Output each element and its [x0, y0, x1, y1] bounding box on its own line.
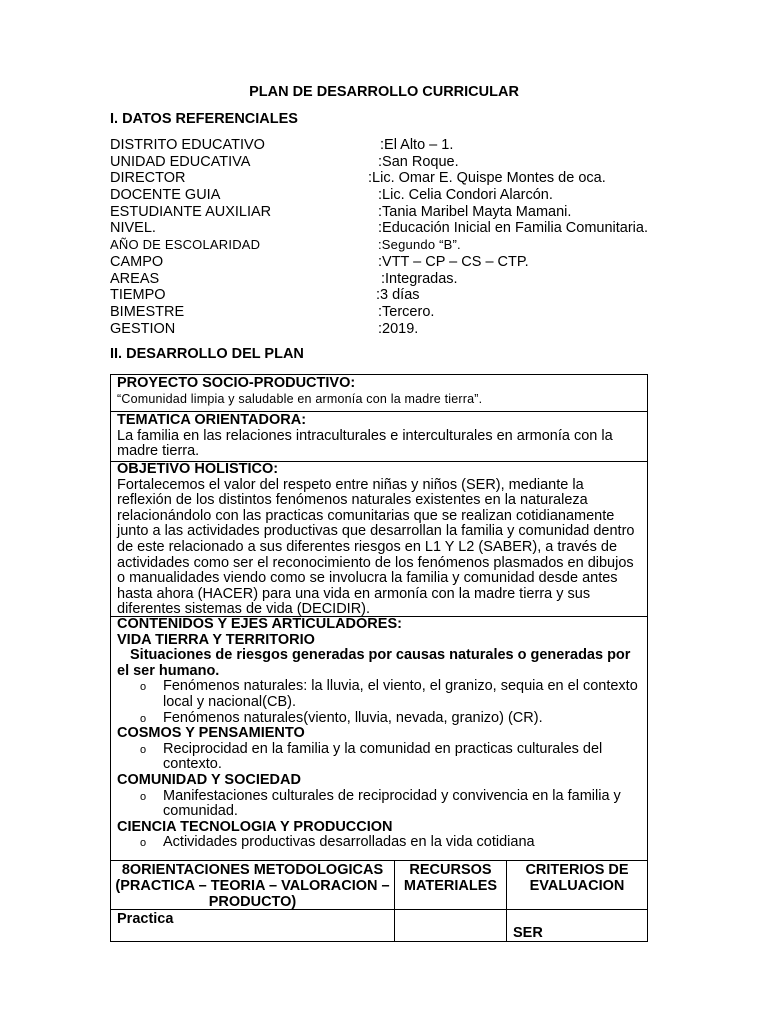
comunidad-list — [117, 789, 641, 820]
vida-list — [117, 679, 641, 726]
cell-ser: SER — [513, 925, 543, 941]
objetivo-cell — [111, 462, 647, 617]
datos-label: BIMESTRE — [110, 303, 185, 320]
datos-label: UNIDAD EDUCATIVA — [110, 153, 251, 170]
tematica-cell — [111, 412, 647, 462]
datos-value: :Lic. Celia Condori Alarcón. — [378, 187, 553, 204]
datos-referenciales-list — [110, 137, 670, 337]
datos-row — [110, 271, 670, 288]
proyecto-text: “Comunidad limpia y saludable en armonía con la madre tierra”. — [117, 391, 483, 406]
datos-label: DIRECTOR — [110, 170, 186, 187]
proyecto-heading: PROYECTO SOCIO-PRODUCTIVO: — [117, 375, 356, 391]
tematica-heading: TEMATICA ORIENTADORA: — [117, 412, 307, 428]
datos-label: CAMPO — [110, 253, 164, 270]
comunidad-heading: COMUNIDAD Y SOCIEDAD — [117, 771, 301, 788]
datos-label: AÑO DE ESCOLARIDAD — [110, 237, 261, 253]
list-item: o Actividades productivas desarrolladas en la vida cotidiana — [163, 835, 641, 851]
col-recursos: RECURSOS MATERIALES — [395, 861, 507, 910]
datos-label: ESTUDIANTE AUXILIAR — [110, 203, 272, 220]
vida-heading: VIDA TIERRA Y TERRITORIO — [117, 631, 315, 648]
section-desarrollo-plan: II. DESARROLLO DEL PLAN — [110, 346, 304, 362]
objetivo-text: Fortalecemos el valor del respeto entre niñas y niños (SER), mediante la reflexión de los distintos fenómenos naturales existentes en la naturaleza relacionándolo con las practicas comunitarias que se realizan cotidianamente junto a las actividades productivas que desarrollan la familia y comunidad dentro de este relacionado a sus diferentes riesgos en L1 Y L2 (SABER), a través de actividades como ser el reconocimiento de los fenómenos plasmados en dibujos o manualidades viendo como se involucra la familia y comunidad desde antes hasta ahora (HACER) para una vida en armonía con la madre tierra y sus diferentes sistemas de vida (DECIDIR). — [117, 476, 635, 618]
datos-row — [110, 304, 670, 321]
datos-row — [110, 170, 670, 187]
datos-value: :Educación Inicial en Familia Comunitaria. — [378, 220, 648, 237]
list-item: o Fenómenos naturales(viento, lluvia, nevada, granizo) (CR). — [163, 711, 641, 727]
datos-row — [110, 321, 670, 338]
datos-row — [110, 287, 670, 304]
list-item: o Fenómenos naturales: la lluvia, el viento, el granizo, sequia en el contexto local y nacional(CB). — [163, 679, 641, 710]
datos-row — [110, 220, 670, 237]
table-header-row — [111, 861, 647, 910]
vida-subheading: Situaciones de riesgos generadas por causas naturales o generadas por el ser humano. — [117, 647, 631, 679]
datos-row — [110, 187, 670, 204]
datos-value: :Integradas. — [381, 270, 458, 287]
datos-label: DOCENTE GUIA — [110, 187, 221, 204]
datos-row — [110, 137, 670, 154]
table-header-grid — [111, 861, 647, 909]
section-datos-referenciales: I. DATOS REFERENCIALES — [110, 111, 298, 127]
datos-value: :2019. — [378, 320, 419, 337]
datos-label: AREAS — [110, 270, 160, 287]
document-title: PLAN DE DESARROLLO CURRICULAR — [249, 84, 519, 100]
contenidos-cell — [111, 617, 647, 861]
cell-recursos — [395, 910, 507, 941]
datos-value: :Tania Maribel Mayta Mamani. — [378, 203, 572, 220]
plan-box — [110, 374, 648, 942]
cosmos-list — [117, 742, 641, 773]
datos-row — [110, 237, 670, 254]
cosmos-heading: COSMOS Y PENSAMIENTO — [117, 725, 305, 742]
datos-label: NIVEL. — [110, 220, 156, 237]
datos-value: :3 días — [376, 287, 420, 304]
datos-value: :Lic. Omar E. Quispe Montes de oca. — [368, 170, 606, 187]
datos-row — [110, 154, 670, 171]
table-row-grid — [111, 910, 647, 941]
contenidos-heading: CONTENIDOS Y EJES ARTICULADORES: — [117, 616, 402, 632]
datos-label: DISTRITO EDUCATIVO — [110, 137, 265, 153]
col-orientaciones: 8ORIENTACIONES METODOLOGICAS (PRACTICA – TEORIA – VALORACION – PRODUCTO) — [111, 861, 395, 910]
tematica-text: La familia en las relaciones intraculturales e interculturales en armonía con la madre tierra. — [117, 427, 613, 460]
datos-label: TIEMPO — [110, 287, 166, 304]
col-criterios: CRITERIOS DE EVALUACION — [525, 862, 629, 894]
datos-label: GESTION — [110, 320, 176, 337]
table-row — [111, 910, 647, 941]
datos-value: :Tercero. — [378, 303, 435, 320]
proyecto-cell — [111, 375, 647, 412]
ciencia-list — [117, 835, 641, 851]
datos-value: :El Alto – 1. — [380, 137, 454, 153]
datos-value: :Segundo “B”. — [378, 237, 461, 253]
datos-row — [110, 204, 670, 221]
list-item: o Reciprocidad en la familia y la comunidad en practicas culturales del contexto. — [163, 742, 641, 773]
datos-row — [110, 254, 670, 271]
list-item: o Manifestaciones culturales de reciprocidad y convivencia en la familia y comunidad. — [163, 789, 641, 820]
ciencia-heading: CIENCIA TECNOLOGIA Y PRODUCCION — [117, 818, 393, 835]
objetivo-heading: OBJETIVO HOLISTICO: — [117, 461, 279, 477]
cell-practica: Practica — [111, 910, 395, 941]
datos-value: :VTT – CP – CS – CTP. — [378, 253, 529, 270]
datos-value: :San Roque. — [378, 153, 459, 170]
